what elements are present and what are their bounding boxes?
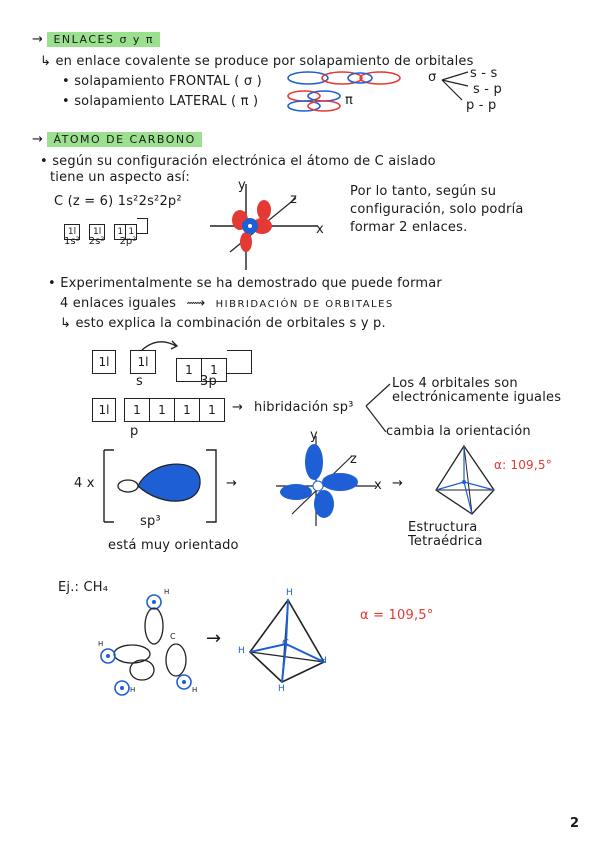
section3-line2: 4 enlaces iguales ⟿ HIBRIDACIÓN DE ORBITALES — [60, 296, 394, 311]
sp3-label: sp³ — [140, 514, 161, 529]
label-p: p — [130, 424, 139, 439]
orbital-box-2p-2: 1 — [126, 224, 137, 240]
page-number: 2 — [570, 816, 580, 831]
boxes-sp3: 1 1 1 1 — [124, 398, 225, 422]
tetrahedron-icon — [432, 442, 498, 518]
h-label-right: H — [192, 686, 198, 694]
label-3p: 3p — [200, 374, 217, 389]
section1-heading-row — [32, 32, 160, 47]
box-2s-large: 1l — [130, 350, 156, 374]
axis-z-label-2: z — [350, 452, 358, 467]
note-line3: formar 2 enlaces. — [350, 220, 468, 235]
axis-x-label: x — [316, 222, 324, 237]
c-label-orbital: C — [170, 632, 176, 641]
axis-z-label: z — [290, 192, 298, 207]
label-1s: 1s² — [64, 236, 80, 247]
orbital-box-2p-3 — [137, 218, 148, 234]
arrow-right-icon: → — [32, 32, 44, 47]
branch-s-s: s - s — [470, 66, 498, 81]
branch2: cambia la orientación — [386, 424, 531, 439]
sp3-hybrid-orbitals-icon — [272, 436, 382, 526]
axis-y-label-2: y — [310, 428, 318, 443]
carbon-orbital-diagram — [200, 180, 330, 270]
axis-y-label: y — [238, 178, 246, 193]
electron-box-labels — [64, 236, 136, 247]
sigma-symbol: σ — [428, 70, 437, 85]
section2-line1: • según su configuración electrónica el átomo de C aislado — [40, 154, 436, 169]
return-arrow-icon: ↳ — [40, 54, 52, 69]
h-label-bottom: H — [130, 686, 136, 694]
carbon-config: C (z = 6) 1s²2s²2p² — [54, 194, 182, 209]
orbital-box-2s: 1l — [89, 224, 105, 240]
axis-x-label-2: x — [374, 478, 382, 493]
wavy-arrow-icon: ⟿ — [186, 296, 206, 311]
section2-line2: tiene un aspecto así: — [50, 170, 190, 185]
orbital-overlap-drawings — [280, 66, 430, 116]
pi-symbol: π — [345, 93, 354, 108]
arrow-right-icon: → — [226, 476, 238, 491]
section1-line1: en enlace covalente se produce por solapamiento de orbitales — [55, 54, 474, 69]
box-1s-hybrid: 1l — [92, 398, 116, 422]
box-1s-large: 1l — [92, 350, 116, 374]
section2-heading: ÁTOMO DE CARBONO — [47, 132, 201, 147]
section1-bullet1: • solapamiento FRONTAL ( σ ) — [62, 74, 262, 89]
ch4-h-top: H — [286, 588, 293, 598]
orientado-label: está muy orientado — [108, 538, 239, 553]
branch1-line1: Los 4 orbitales son — [392, 376, 518, 391]
branch-s-p: s - p — [473, 82, 502, 97]
estructura-line1: Estructura — [408, 520, 478, 535]
ch4-tetrahedron-icon — [244, 594, 334, 694]
orbital-box-1s: 1l — [64, 224, 80, 240]
return-arrow-icon: ↳ — [60, 316, 72, 331]
section3-line1: • Experimentalmente se ha demostrado que puede formar — [48, 276, 442, 291]
ch4-orbitals-icon — [96, 590, 196, 700]
label-2s: 2s² — [88, 236, 105, 247]
example-label: Ej.: CH₄ — [58, 580, 109, 595]
arrow-right-icon: → — [32, 132, 44, 147]
note-line2: configuración, solo podría — [350, 202, 524, 217]
ch4-h-bottom: H — [278, 684, 285, 694]
ch4-h-left: H — [238, 646, 245, 656]
box-2p-large: 1 1 — [176, 350, 252, 382]
alpha-angle-1: α: 109,5° — [494, 458, 552, 472]
arrow-right-icon: → — [392, 476, 404, 491]
orbital-box-2p-1: 1 — [114, 224, 126, 240]
ch4-c-center: C — [282, 638, 289, 649]
label-2p: 2p² — [119, 236, 137, 247]
alpha-angle-2: α = 109,5° — [360, 608, 434, 623]
note-line1: Por lo tanto, según su — [350, 184, 497, 199]
section2-heading-row — [32, 132, 202, 147]
h-label-top: H — [164, 588, 170, 596]
section1-bullet2: • solapamiento LATERAL ( π ) — [62, 94, 259, 109]
hibridacion-label: hibridación sp³ — [254, 400, 354, 415]
arrow-right-icon: → — [206, 628, 222, 649]
multiplier: 4 x — [74, 476, 95, 491]
h-label-left: H — [98, 640, 104, 648]
section1-heading: ENLACES σ y π — [47, 32, 160, 47]
sigma-overlap-icon — [288, 72, 400, 84]
arrow-right-icon: → — [232, 400, 244, 415]
pi-overlap-icon — [288, 91, 340, 111]
branch-p-p: p - p — [466, 98, 497, 113]
branch1-line2: electrónicamente iguales — [392, 390, 562, 405]
label-s: s — [136, 374, 143, 389]
estructura-line2: Tetraédrica — [408, 534, 483, 549]
ch4-h-right: H — [320, 656, 327, 666]
section3-line3: ↳ esto explica la combinación de orbitales s y p. — [60, 316, 386, 331]
